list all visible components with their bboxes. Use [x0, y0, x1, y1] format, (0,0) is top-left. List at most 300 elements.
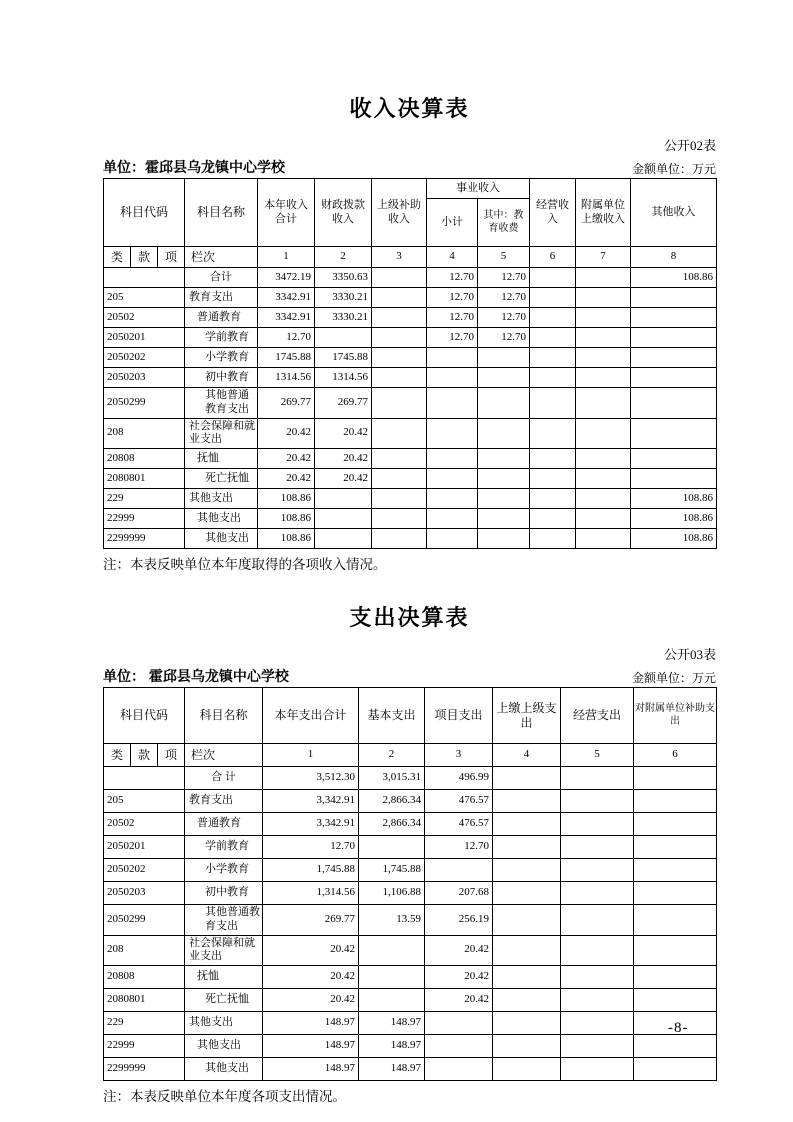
page-content [103, 0, 716, 1105]
value-cell [634, 813, 717, 836]
income-header-row-1 [104, 179, 717, 199]
value-cell: 148.97 [263, 1012, 359, 1035]
expenditure-data-row [104, 813, 717, 836]
value-cell [530, 348, 576, 368]
subject-code-cell: 208 [104, 418, 185, 449]
value-cell [530, 449, 576, 469]
column-number: 6 [530, 247, 576, 268]
subject-code-cell: 2299999 [104, 529, 185, 549]
income-data-row [104, 388, 717, 419]
value-cell: 3,512.30 [263, 767, 359, 790]
value-cell [561, 1012, 634, 1035]
subject-name-cell: 死亡抚恤 [185, 469, 258, 489]
subject-name-cell: 初中教育 [185, 368, 258, 388]
income-data-row [104, 418, 717, 449]
value-cell [576, 418, 631, 449]
value-cell: 108.86 [258, 529, 315, 549]
expenditure-section [103, 601, 716, 1105]
value-cell: 12.70 [425, 836, 493, 859]
subject-name-cell: 教育支出 [185, 790, 263, 813]
value-cell [427, 489, 478, 509]
value-cell [576, 308, 631, 328]
expenditure-data-row [104, 966, 717, 989]
value-cell [372, 268, 427, 288]
column-number: 3 [372, 247, 427, 268]
subject-name-cell: 普通教育 [185, 308, 258, 328]
col-header-year-income-total: 本年收入合计 [258, 179, 315, 247]
expenditure-data-row [104, 1058, 717, 1081]
column-number: 7 [576, 247, 631, 268]
value-cell [631, 348, 717, 368]
subject-code-cell: 2050203 [104, 368, 185, 388]
value-cell [631, 449, 717, 469]
value-cell [576, 348, 631, 368]
column-number: 3 [425, 744, 493, 767]
col-header-subject-name: 科目名称 [185, 688, 263, 744]
income-data-row [104, 328, 717, 348]
expenditure-data-row [104, 989, 717, 1012]
expenditure-unit-label: 单位： 霍邱县乌龙镇中心学校 [103, 668, 289, 684]
value-cell [561, 836, 634, 859]
value-cell [372, 449, 427, 469]
value-cell [576, 469, 631, 489]
subject-code-cell: 2299999 [104, 1058, 185, 1081]
value-cell [493, 859, 561, 882]
value-cell: 12.70 [427, 268, 478, 288]
value-cell: 12.70 [478, 288, 530, 308]
value-cell: 20.42 [425, 989, 493, 1012]
value-cell [372, 388, 427, 419]
value-cell [478, 449, 530, 469]
value-cell [493, 767, 561, 790]
column-number: 8 [631, 247, 717, 268]
col-header-business-subtotal: 小计 [427, 199, 478, 247]
column-number: 2 [315, 247, 372, 268]
code-sub-header-section: 款 [131, 744, 158, 767]
value-cell [372, 348, 427, 368]
value-cell: 476.57 [425, 813, 493, 836]
value-cell [530, 509, 576, 529]
value-cell [631, 328, 717, 348]
subject-name-cell: 学前教育 [185, 836, 263, 859]
value-cell [315, 529, 372, 549]
subject-code-cell: 2050203 [104, 882, 185, 905]
value-cell [478, 489, 530, 509]
value-cell [634, 767, 717, 790]
value-cell [427, 418, 478, 449]
subject-code-cell: 20502 [104, 813, 185, 836]
income-note: 注：本表反映单位本年度取得的各项收入情况。 [103, 557, 387, 572]
subject-code-cell: 2050201 [104, 328, 185, 348]
col-header-affiliated-unit-income: 附属单位上缴收入 [576, 179, 631, 247]
subject-code-cell: 2080801 [104, 469, 185, 489]
income-data-row [104, 348, 717, 368]
value-cell [478, 469, 530, 489]
income-data-row [104, 368, 717, 388]
value-cell [634, 989, 717, 1012]
subject-name-cell: 普通教育 [185, 813, 263, 836]
value-cell: 20.42 [315, 469, 372, 489]
value-cell [530, 368, 576, 388]
column-number: 1 [263, 744, 359, 767]
subject-code-cell: 229 [104, 1012, 185, 1035]
value-cell [530, 418, 576, 449]
col-header-business-income-group: 事业收入 [427, 179, 530, 199]
value-cell [427, 449, 478, 469]
value-cell: 12.70 [427, 288, 478, 308]
value-cell [359, 989, 425, 1012]
code-sub-header-class: 类 [104, 247, 131, 268]
value-cell [634, 790, 717, 813]
code-sub-header-item: 项 [158, 744, 185, 767]
value-cell [576, 388, 631, 419]
value-cell: 20.42 [315, 449, 372, 469]
column-number: 4 [493, 744, 561, 767]
col-header-year-expenditure-total: 本年支出合计 [263, 688, 359, 744]
value-cell: 108.86 [258, 509, 315, 529]
col-header-subject-code: 科目代码 [104, 179, 185, 247]
value-cell [561, 966, 634, 989]
subject-name-cell: 其他支出 [185, 509, 258, 529]
value-cell [315, 489, 372, 509]
value-cell: 12.70 [427, 308, 478, 328]
income-data-row [104, 489, 717, 509]
value-cell [530, 469, 576, 489]
value-cell: 1,745.88 [359, 859, 425, 882]
value-cell [576, 288, 631, 308]
value-cell [576, 509, 631, 529]
value-cell: 20.42 [315, 418, 372, 449]
expenditure-data-row [104, 859, 717, 882]
income-section [103, 92, 716, 573]
expenditure-data-row [104, 790, 717, 813]
value-cell [478, 529, 530, 549]
column-number: 5 [561, 744, 634, 767]
expenditure-lanci-row [104, 744, 717, 767]
page-number: -8- [668, 1020, 689, 1036]
value-cell [561, 882, 634, 905]
column-number: 5 [478, 247, 530, 268]
value-cell [427, 348, 478, 368]
subject-code-cell: 2050201 [104, 836, 185, 859]
value-cell [576, 529, 631, 549]
income-data-row [104, 509, 717, 529]
value-cell [631, 469, 717, 489]
subject-name-cell: 抚恤 [185, 449, 258, 469]
value-cell: 148.97 [359, 1058, 425, 1081]
subject-name-cell: 其他普通教育支出 [185, 905, 263, 936]
value-cell [493, 935, 561, 966]
income-total-row [104, 268, 717, 288]
value-cell: 20.42 [425, 966, 493, 989]
income-amount-unit-label: 金额单位：万元 [631, 162, 716, 176]
value-cell [359, 966, 425, 989]
value-cell [493, 1035, 561, 1058]
value-cell [634, 935, 717, 966]
value-cell: 3342.91 [258, 308, 315, 328]
value-cell [561, 767, 634, 790]
value-cell [493, 836, 561, 859]
subject-name-cell: 其他支出 [185, 1012, 263, 1035]
expenditure-title: 支出决算表 [349, 605, 470, 630]
col-header-superior-subsidy-income: 上级补助收入 [372, 179, 427, 247]
value-cell: 3350.63 [315, 268, 372, 288]
subject-name-cell: 合 计 [185, 767, 263, 790]
value-cell [631, 368, 717, 388]
value-cell: 1314.56 [258, 368, 315, 388]
value-cell [576, 268, 631, 288]
value-cell [576, 368, 631, 388]
subject-code-cell: 2080801 [104, 989, 185, 1012]
subject-code-cell: 205 [104, 790, 185, 813]
value-cell: 1,106.88 [359, 882, 425, 905]
subject-name-cell: 小学教育 [185, 348, 258, 368]
col-header-operating-income: 经营收入 [530, 179, 576, 247]
value-cell: 108.86 [631, 268, 717, 288]
income-meta-row [103, 157, 716, 177]
subject-code-cell: 20502 [104, 308, 185, 328]
value-cell [315, 328, 372, 348]
subject-code-cell: 20808 [104, 966, 185, 989]
value-cell [561, 1035, 634, 1058]
subject-name-cell: 抚恤 [185, 966, 263, 989]
value-cell: 269.77 [263, 905, 359, 936]
code-sub-header-section: 款 [131, 247, 158, 268]
column-number: 2 [359, 744, 425, 767]
subject-name-cell: 初中教育 [185, 882, 263, 905]
value-cell [576, 489, 631, 509]
value-cell [493, 989, 561, 1012]
col-header-other-income: 其他收入 [631, 179, 717, 247]
col-header-education-fee: 其中：教育收费 [478, 199, 530, 247]
income-unit-label: 单位：霍邱县乌龙镇中心学校 [103, 159, 285, 175]
col-header-affiliated-subsidy-expenditure: 对附属单位补助支出 [634, 688, 717, 744]
value-cell [561, 905, 634, 936]
income-data-row [104, 288, 717, 308]
value-cell: 1,745.88 [263, 859, 359, 882]
value-cell [478, 368, 530, 388]
value-cell [576, 328, 631, 348]
expenditure-total-row [104, 767, 717, 790]
value-cell [530, 288, 576, 308]
value-cell [427, 529, 478, 549]
subject-name-cell: 小学教育 [185, 859, 263, 882]
col-header-project-expenditure: 项目支出 [425, 688, 493, 744]
subject-name-cell: 教育支出 [185, 288, 258, 308]
value-cell [478, 388, 530, 419]
expenditure-data-row [104, 935, 717, 966]
value-cell [372, 368, 427, 388]
value-cell [530, 388, 576, 419]
subject-code-cell: 2050202 [104, 348, 185, 368]
value-cell: 3342.91 [258, 288, 315, 308]
value-cell: 20.42 [263, 935, 359, 966]
value-cell: 148.97 [263, 1035, 359, 1058]
subject-name-cell: 其他支出 [185, 489, 258, 509]
value-cell: 108.86 [631, 529, 717, 549]
column-number: 1 [258, 247, 315, 268]
subject-code-cell: 2050299 [104, 388, 185, 419]
value-cell [493, 813, 561, 836]
value-cell [530, 529, 576, 549]
subject-name-cell: 社会保障和就业支出 [185, 935, 263, 966]
value-cell [493, 1058, 561, 1081]
value-cell [530, 489, 576, 509]
value-cell [372, 288, 427, 308]
value-cell: 3330.21 [315, 288, 372, 308]
income-data-row [104, 469, 717, 489]
expenditure-data-row [104, 1035, 717, 1058]
expenditure-data-row [104, 836, 717, 859]
expenditure-form-number: 公开03表 [663, 647, 716, 662]
expenditure-table [103, 687, 717, 1081]
value-cell: 3,015.31 [359, 767, 425, 790]
value-cell: 1314.56 [315, 368, 372, 388]
value-cell: 12.70 [263, 836, 359, 859]
income-table [103, 178, 717, 549]
value-cell [561, 790, 634, 813]
code-sub-header-item: 项 [158, 247, 185, 268]
value-cell: 13.59 [359, 905, 425, 936]
subject-code-cell: 205 [104, 288, 185, 308]
value-cell [634, 1035, 717, 1058]
subject-code-cell: 2050299 [104, 905, 185, 936]
value-cell [478, 509, 530, 529]
value-cell [493, 905, 561, 936]
value-cell: 269.77 [315, 388, 372, 419]
expenditure-data-row [104, 882, 717, 905]
subject-name-cell: 社会保障和就业支出 [185, 418, 258, 449]
value-cell [631, 308, 717, 328]
value-cell [530, 308, 576, 328]
subject-name-cell: 合计 [185, 268, 258, 288]
column-number: 4 [427, 247, 478, 268]
expenditure-note: 注：本表反映单位本年度各项支出情况。 [103, 1089, 346, 1104]
income-form-number: 公开02表 [663, 138, 716, 153]
value-cell [372, 509, 427, 529]
value-cell [425, 1058, 493, 1081]
value-cell: 1745.88 [258, 348, 315, 368]
value-cell [425, 1012, 493, 1035]
value-cell: 148.97 [263, 1058, 359, 1081]
subject-name-cell: 其他普通教育支出 [185, 388, 258, 419]
value-cell: 20.42 [263, 966, 359, 989]
value-cell [561, 1058, 634, 1081]
value-cell [315, 509, 372, 529]
code-sub-header-class: 类 [104, 744, 131, 767]
value-cell: 20.42 [258, 449, 315, 469]
value-cell [634, 905, 717, 936]
subject-code-cell: 2050202 [104, 859, 185, 882]
value-cell: 476.57 [425, 790, 493, 813]
value-cell [427, 368, 478, 388]
value-cell [425, 1035, 493, 1058]
value-cell [372, 469, 427, 489]
value-cell [372, 328, 427, 348]
col-header-fiscal-appropriation-income: 财政拨款收入 [315, 179, 372, 247]
lanci-label: 栏次 [185, 744, 263, 767]
income-data-row [104, 308, 717, 328]
value-cell [561, 859, 634, 882]
col-header-basic-expenditure: 基本支出 [359, 688, 425, 744]
value-cell [631, 418, 717, 449]
value-cell [478, 418, 530, 449]
value-cell [372, 489, 427, 509]
value-cell: 20.42 [425, 935, 493, 966]
subject-code-cell: 22999 [104, 1035, 185, 1058]
value-cell [631, 288, 717, 308]
value-cell: 1,314.56 [263, 882, 359, 905]
value-cell: 207.68 [425, 882, 493, 905]
subject-code-cell: 22999 [104, 509, 185, 529]
value-cell [372, 308, 427, 328]
value-cell: 3472.19 [258, 268, 315, 288]
subject-name-cell: 其他支出 [185, 1058, 263, 1081]
value-cell [425, 859, 493, 882]
value-cell [530, 268, 576, 288]
value-cell [634, 1058, 717, 1081]
expenditure-meta-row [103, 666, 716, 686]
value-cell: 269.77 [258, 388, 315, 419]
value-cell [631, 388, 717, 419]
subject-code-cell [104, 767, 185, 790]
lanci-label: 栏次 [185, 247, 258, 268]
value-cell: 20.42 [258, 418, 315, 449]
subject-name-cell: 死亡抚恤 [185, 989, 263, 1012]
income-data-row [104, 529, 717, 549]
value-cell [427, 509, 478, 529]
subject-name-cell: 其他支出 [185, 529, 258, 549]
subject-code-cell: 229 [104, 489, 185, 509]
col-header-subject-name: 科目名称 [185, 179, 258, 247]
value-cell [634, 859, 717, 882]
value-cell: 2,866.34 [359, 813, 425, 836]
value-cell: 12.70 [478, 328, 530, 348]
value-cell: 2,866.34 [359, 790, 425, 813]
expenditure-amount-unit-label: 金额单位：万元 [631, 671, 716, 685]
value-cell: 12.70 [478, 268, 530, 288]
value-cell: 12.70 [478, 308, 530, 328]
value-cell [634, 836, 717, 859]
col-header-upper-level-expenditure: 上缴上级支出 [493, 688, 561, 744]
value-cell: 108.86 [631, 489, 717, 509]
value-cell [493, 882, 561, 905]
value-cell [561, 935, 634, 966]
expenditure-header-row-1 [104, 688, 717, 744]
value-cell [359, 935, 425, 966]
subject-name-cell: 其他支出 [185, 1035, 263, 1058]
value-cell: 108.86 [631, 509, 717, 529]
value-cell: 20.42 [263, 989, 359, 1012]
value-cell: 148.97 [359, 1012, 425, 1035]
value-cell: 12.70 [427, 328, 478, 348]
value-cell: 3,342.91 [263, 790, 359, 813]
value-cell: 3330.21 [315, 308, 372, 328]
value-cell: 20.42 [258, 469, 315, 489]
value-cell: 1745.88 [315, 348, 372, 368]
col-header-subject-code: 科目代码 [104, 688, 185, 744]
subject-name-cell: 学前教育 [185, 328, 258, 348]
value-cell: 496.99 [425, 767, 493, 790]
value-cell: 3,342.91 [263, 813, 359, 836]
value-cell [427, 469, 478, 489]
subject-code-cell [104, 268, 185, 288]
value-cell [372, 529, 427, 549]
col-header-operating-expenditure: 经营支出 [561, 688, 634, 744]
value-cell [372, 418, 427, 449]
income-data-row [104, 449, 717, 469]
value-cell [359, 836, 425, 859]
